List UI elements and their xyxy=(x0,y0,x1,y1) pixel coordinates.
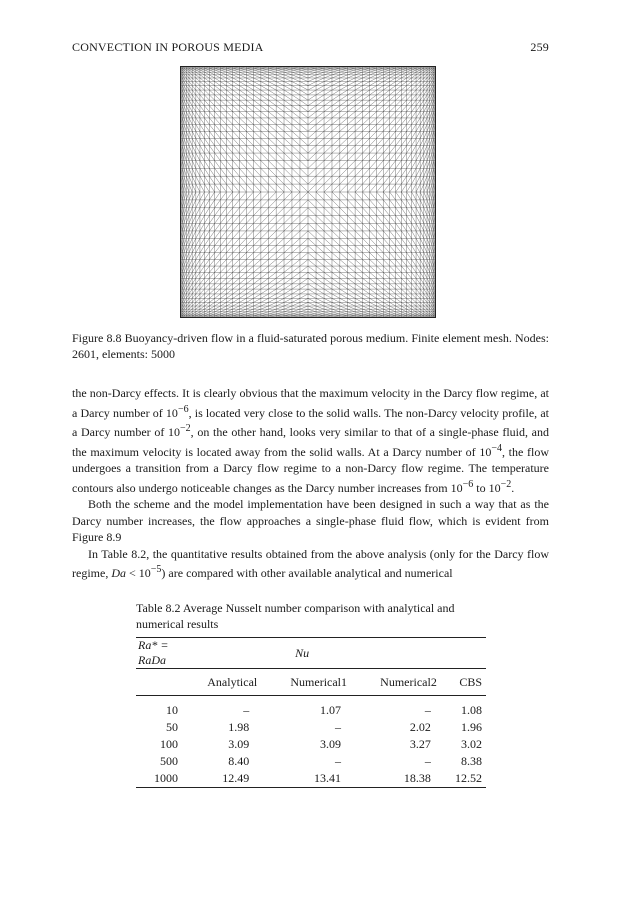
table-row: 1000 12.49 13.41 18.38 12.52 xyxy=(136,770,486,788)
paragraph-1: the non-Darcy effects. It is clearly obvious that the maximum velocity in the Darcy flow regime, at a Darcy number of $10^{-6}$, is located very close to the solid walls. The non-Darcy velocity profile, at a Darcy number of $10^{-2}$, on the other hand, looks very similar to that of a single-phase fluid, and the maximum velocity is located away from the solid walls. At a Darcy number of $10^{-4}$, the flow undergoes a transition from a Darcy flow regime to a non-Darcy flow regime. The temperature contours also undergo noticeable changes as the Darcy number increases from $10^{-6}$ to $10^{-2}$. xyxy=(72,386,550,495)
figure-caption: Figure 8.8 Buoyancy-driven flow in a fluid-saturated porous medium. Finite element mesh. Nodes: 2601, elements: 5000 xyxy=(72,331,549,361)
nusselt-comparison-table xyxy=(136,637,486,788)
column-header: Analytical xyxy=(178,669,257,696)
paragraph-2: Both the scheme and the model implementation have been designed in such a way that as the Darcy number increases, the flow approaches a single-phase fluid flow, which is evident from Figure 8.9 xyxy=(72,497,549,544)
header-nu: Nu xyxy=(257,638,347,669)
mesh-lines xyxy=(180,66,436,318)
running-header xyxy=(72,40,549,55)
running-title: CONVECTION IN POROUS MEDIA xyxy=(72,40,264,54)
table-row: 100 3.09 3.09 3.27 3.02 xyxy=(160,737,482,751)
table-row: 50 1.98 – 2.02 1.96 xyxy=(166,720,482,734)
table-row: 10 – 1.07 – 1.08 xyxy=(166,703,482,717)
paragraph-3: In Table 8.2, the quantitative results obtained from the above analysis (only for the Darcy flow regime, $Da < 10^{-5}$) are compared with other available analytical and numerical xyxy=(72,546,549,580)
table-row: 500 8.40 – – 8.38 xyxy=(160,754,482,768)
body-text xyxy=(72,385,549,582)
column-header: Numerical1 xyxy=(257,669,347,696)
page-number: 259 xyxy=(530,40,549,54)
header-ra: Ra* = RaDa xyxy=(136,638,178,669)
finite-element-mesh-figure xyxy=(180,66,436,318)
nusselt-table xyxy=(136,600,486,788)
column-header: Numerical2 xyxy=(347,669,437,696)
column-header: CBS xyxy=(437,669,486,696)
table-caption: Table 8.2 Average Nusselt number comparison with analytical and numerical results xyxy=(136,601,455,631)
